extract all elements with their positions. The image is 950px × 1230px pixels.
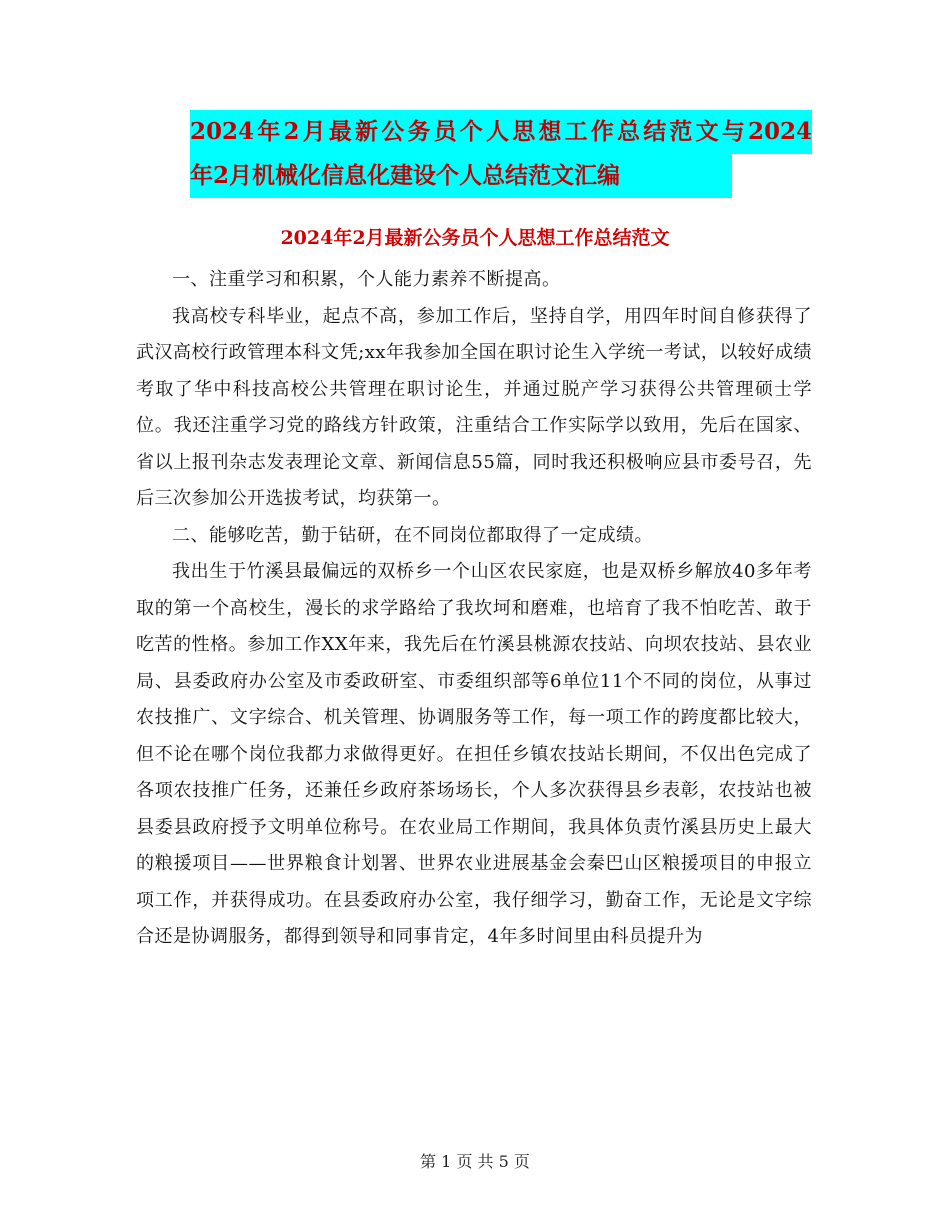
document-title-line-2: 年2月机械化信息化建设个人总结范文汇编 — [190, 154, 732, 198]
body-text — [136, 262, 812, 956]
document-title-line-1: 2024年2月最新公务员个人思想工作总结范文与2024 — [190, 110, 812, 154]
page-number: 第 1 页 共 5 页 — [420, 1152, 530, 1171]
section-title: 2024年2月最新公务员个人思想工作总结范文 — [280, 227, 670, 249]
paragraph-heading-2: 二、能够吃苦，勤于钻研，在不同岗位都取得了一定成绩。 — [172, 524, 653, 546]
paragraph-1: 我高校专科毕业，起点不高，参加工作后，坚持自学，用四年时间自修获得了武汉高校行政管理本科文凭;xx年我参加全国在职讨论生入学统一考试，以较好成绩考取了华中科技高校公共管理在职讨论生，并通过脱产学习获得公共管理硕士学位。我还注重学习党的路线方针政策，注重结合工作实际学以致用，先后在国家、省以上报刊杂志发表理论文章、新闻信息55篇，同时我还积极响应县市委号召，先后三次参加公开选拔考试，均获第一。 — [136, 305, 812, 509]
page-footer — [0, 1150, 950, 1174]
paragraph-2: 我出生于竹溪县最偏远的双桥乡一个山区农民家庭，也是双桥乡解放40多年考取的第一个高校生，漫长的求学路给了我坎坷和磨难，也培育了我不怕吃苦、敢于吃苦的性格。参加工作XX年来，我先后在竹溪县桃源农技站、向坝农技站、县农业局、县委政府办公室及市委政研室、市委组织部等6单位11个不同的岗位，从事过农技推广、文字综合、机关管理、协调服务等工作，每一项工作的跨度都比较大，但不论在哪个岗位我都力求做得更好。在担任乡镇农技站长期间，不仅出色完成了各项农技推广任务，还兼任乡政府茶场场长，个人多次获得县乡表彰，农技站也被县委县政府授予文明单位称号。在农业局工作期间，我具体负责竹溪县历史上最大的粮援项目——世界粮食计划署、世界农业进展基金会秦巴山区粮援项目的申报立项工作，并获得成功。在县委政府办公室，我仔细学习，勤奋工作，无论是文字综合还是协调服务，都得到领导和同事肯定，4年多时间里由科员提升为 — [136, 561, 812, 947]
paragraph-heading-1: 一、注重学习和积累，个人能力素养不断提高。 — [172, 269, 561, 290]
